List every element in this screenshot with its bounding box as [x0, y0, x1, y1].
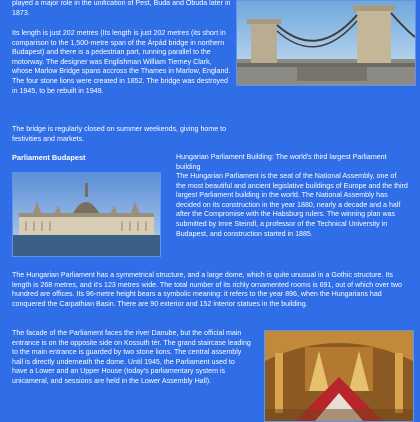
- parliament-interior-photo: [264, 330, 414, 422]
- parliament-description: The Hungarian Parliament is the seat of the National Assembly, one of the most beautiful and ancient legislative buildings of Europe and the third largest Parliament building in the world. The National Assembly has decided on its construction in the year 1880, nearly a decade and a half after the Compromise with the Habsburg rulers. The winning plan was submitted by Imre Steindl, a professor of the Technical University in Budapest, and construction started in 1885.: [176, 172, 408, 238]
- parliament-facade-paragraph: The facade of the Parliament faces the river Danube, but the official main entrance is on the opposite side on Kossuth tér. The grand staircase leading to the main entrance is guarded by two stone lions. The central assembly hall is directly underneath the dome. Until 1945, the Parliament used to have a Lower and an Upper House (today's parliamentary system is unicameral, and sessions are held in the Lower Assembly Hall).: [12, 329, 251, 385]
- closure-paragraph: The bridge is regularly closed on summer weekends, giving home to festivities and markets.: [12, 125, 227, 143]
- parliament-heading: Parliament Budapest: [12, 153, 86, 162]
- intro-paragraph: played a major role in the unification of Pest, Buda and Óbuda later in 1873.: [12, 0, 231, 17]
- parliament-structure-paragraph: The Hungarian Parliament has a symmetrical structure, and a large dome, which is quite unusual in a Gothic structure. Its length is 268 metres, and it's 123 metres wide. The total number of its richly ornamented rooms is 691, out of which over two hundred are offices. Its 96-metre height bears a symbolic meaning: it refers to the year 896, when the Hungarians had conquered the Carpathian Basin. There are 90 exterior and 152 interior statues in the building.: [12, 271, 402, 308]
- parliament-subtitle: Hungarian Parliament Building: The world's third largest Parliament building: [176, 153, 387, 171]
- chain-bridge-photo: [236, 0, 416, 86]
- parliament-photo: [12, 172, 161, 257]
- bridge-paragraph: Its length is just 202 metres (Its length is just 202 metres (its short in comparison to the 1,500-metre span of the Árpád bridge in northern Budapest) and there is a pedestrian part, running parallel to the motorway. The designer was Englishman William Tierney Clark, whose Marlow Bridge spans accross the Thames in Marlow, England. The four stone lions were created in 1852. The bridge was destroyed in 1945, to be rebuilt in 1949.: [12, 29, 231, 95]
